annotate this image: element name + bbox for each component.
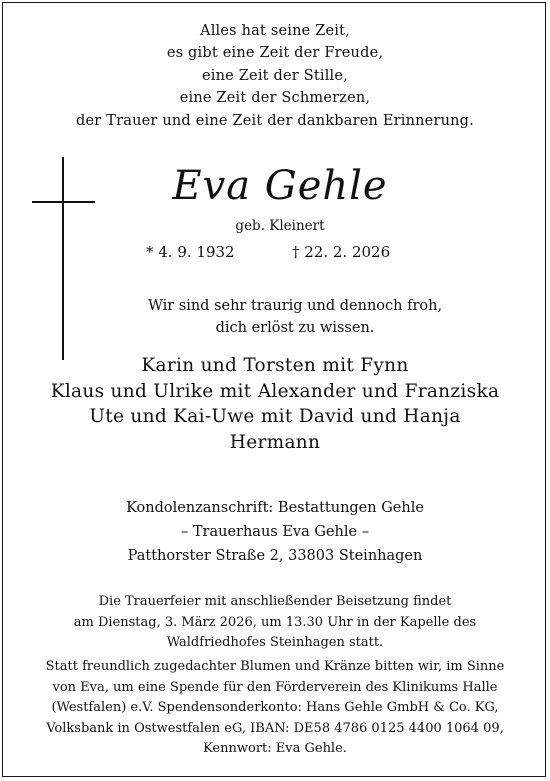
address-line: – Trauerhaus Eva Gehle – <box>181 524 369 540</box>
poem-line: eine Zeit der Stille, <box>202 67 348 84</box>
address-line: Kondolenzanschrift: Bestattungen Gehle <box>126 500 424 516</box>
donation-line: Kennwort: Eva Gehle. <box>203 741 347 756</box>
poem-line: der Trauer und eine Zeit der dankbaren Erinnerung. <box>76 112 474 129</box>
mourning-verse <box>80 295 510 339</box>
condolence-address <box>0 496 550 568</box>
deceased-name: Eva Gehle <box>172 163 388 209</box>
poem-line: es gibt eine Zeit der Freude, <box>166 45 384 62</box>
cross-vertical-bar <box>62 157 64 360</box>
family-line: Klaus und Ulrike mit Alexander und Franziska <box>50 380 500 402</box>
poem-line: eine Zeit der Schmerzen, <box>179 90 371 107</box>
donation-request <box>0 657 550 760</box>
family-signatures <box>0 353 550 455</box>
donation-line: (Westfalen) e.V. Spendensonderkonto: Hans Gehle GmbH & Co. KG, <box>51 700 499 715</box>
birth-date: * 4. 9. 1932 <box>146 243 235 261</box>
donation-line: Volksbank in Ostwestfalen eG, IBAN: DE58 4786 0125 4400 1064 09, <box>46 720 504 736</box>
maiden-name: geb. Kleinert <box>235 218 325 234</box>
address-line: Patthorster Straße 2, 33803 Steinhagen <box>127 548 423 564</box>
family-line: Karin und Torsten mit Fynn <box>141 355 409 376</box>
cross-horizontal-bar <box>32 201 95 203</box>
poem-line: Alles hat seine Zeit, <box>200 23 350 39</box>
donation-line: Statt freundlich zugedachter Blumen und Kränze bitten wir, im Sinne <box>45 659 505 674</box>
family-line: Ute und Kai-Uwe mit David und Hanja <box>89 406 461 428</box>
opening-poem <box>0 20 550 132</box>
ceremony-line: Die Trauerfeier mit anschließender Beisetzung findet <box>98 594 452 609</box>
verse-line: dich erlöst zu wissen. <box>215 320 375 336</box>
funeral-ceremony-info <box>0 592 550 654</box>
ceremony-line: Waldfriedhofes Steinhagen statt. <box>166 635 384 650</box>
death-date: † 22. 2. 2026 <box>292 243 391 261</box>
donation-line: von Eva, um eine Spende für den Förderverein des Klinikums Halle <box>52 679 498 695</box>
family-line: Hermann <box>229 431 321 453</box>
verse-line: Wir sind sehr traurig und dennoch froh, <box>147 298 443 314</box>
ceremony-line: am Dienstag, 3. März 2026, um 13.30 Uhr in der Kapelle des <box>73 614 477 630</box>
